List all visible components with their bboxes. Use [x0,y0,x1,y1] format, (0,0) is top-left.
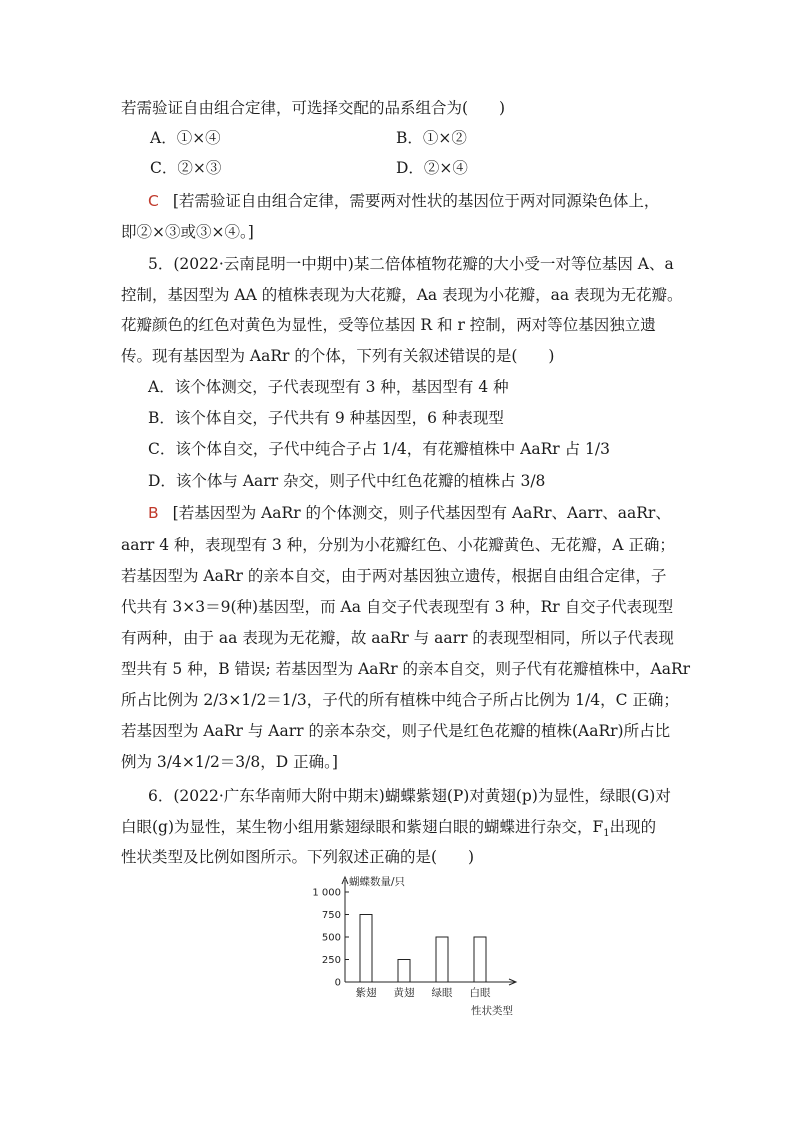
bar-2 [398,960,410,983]
q5-answer: B [148,504,159,522]
q5-explanation-line-4: 代共有 3×3＝9(种)基因型，而 Aa 自交子代表现型有 3 种，Rr 自交子代表现型 [121,598,674,616]
x-axis-label: 性状类型 [471,1005,513,1017]
y-tick-label: 250 [321,955,341,966]
x-tick-label: 白眼 [469,987,491,999]
y-tick-label: 0 [334,977,341,989]
butterfly-trait-bar-chart [300,872,540,1022]
q5-option-c: C．该个体自交，子代中纯合子占 1/4，有花瓣植株中 AaRr 占 1/3 [148,440,610,458]
x-tick-label: 绿眼 [431,987,453,999]
q5-stem-line-2: 控制，基因型为 AA 的植株表现为大花瓣，Aa 表现为小花瓣，aa 表现为无花瓣。 [121,286,683,304]
y-tick-label: 500 [321,932,341,944]
q5-explanation-line-2: aarr 4 种，表现型有 3 种，分别为小花瓣红色、小花瓣黄色、无花瓣，A 正确； [121,536,675,554]
x-tick-label: 紫翅 [355,987,377,999]
q5-option-d: D．该个体与 Aarr 杂交，则子代中红色花瓣的植株占 3/8 [148,472,546,490]
q6-stem-line-1: 6．(2022·广东华南师大附中期末)蝴蝶紫翅(P)对黄翅(p)为显性，绿眼(G)对 [148,787,671,805]
y-tick-label: 750 [321,910,341,921]
q5-explanation-line-7: 所占比例为 2/3×1/2＝1/3，子代的所有植株中纯合子所占比例为 1/4，C 正确； [121,691,679,709]
q5-option-a: A．该个体测交，子代表现型有 3 种，基因型有 4 种 [148,378,509,396]
q4-stem: 若需验证自由组合定律，可选择交配的品系组合为( ) [121,99,506,117]
y-tick-label: 1 000 [312,887,341,899]
q6-stem-line-3: 性状类型及比例如图所示。下列叙述正确的是( ) [121,848,475,866]
y-axis-label: 蝴蝶数量/只 [349,876,406,888]
q5-explanation-line-1: B [若基因型为 AaRr 的个体测交，则子代基因型有 AaRr、Aarr、aaRr、 [148,504,671,522]
q5-stem-line-1: 5．(2022·云南昆明一中期中)某二倍体植物花瓣的大小受一对等位基因 A、a [148,255,674,273]
bar-1 [360,915,372,983]
q4-explanation-line-2: 即②×③或③×④。] [121,223,254,241]
bar-4 [474,937,486,982]
q6-stem-line-2: 白眼(g)为显性，某生物小组用紫翅绿眼和紫翅白眼的蝴蝶进行杂交，$F_1$出现的 [121,818,657,840]
q5-explanation-line-6: 型共有 5 种，B 错误; 若基因型为 AaRr 的亲本自交，则子代有花瓣植株中，AaRr [121,660,691,678]
q4-option-b: B．①×② [396,129,467,147]
q5-stem-line-4: 传。现有基因型为 AaRr 的个体，下列有关叙述错误的是( ) [121,347,555,365]
q4-option-c: C．②×③ [150,159,222,177]
q6-subscript: 1 [603,828,610,840]
q4-answer: C [148,192,159,210]
bar-3 [436,937,448,982]
q5-explanation-line-9: 例为 3/4×1/2＝3/8，D 正确。] [121,753,338,771]
q5-option-b: B．该个体自交，子代共有 9 种基因型，6 种表现型 [148,409,504,427]
x-tick-label: 黄翅 [393,987,415,999]
q5-stem-line-3: 花瓣颜色的红色对黄色为显性，受等位基因 R 和 r 控制，两对等位基因独立遗 [121,316,656,334]
q4-explanation-line-1: C [若需验证自由组合定律，需要两对性状的基因位于两对同源染色体上， [148,192,660,210]
q4-option-d: D．②×④ [396,159,468,177]
q5-explanation-line-8: 若基因型为 AaRr 与 Aarr 的亲本杂交，则子代是红色花瓣的植株(AaRr)所占比 [121,722,671,740]
q4-option-a: A．①×④ [150,129,221,147]
chart-bars [360,915,486,983]
q5-explanation-line-5: 有两种，由于 aa 表现为无花瓣，故 aaRr 与 aarr 的表现型相同，所以子代表现 [121,629,674,647]
q5-explanation-line-3: 若基因型为 AaRr 的亲本自交，由于两对基因独立遗传，根据自由组合定律，子 [121,567,667,585]
